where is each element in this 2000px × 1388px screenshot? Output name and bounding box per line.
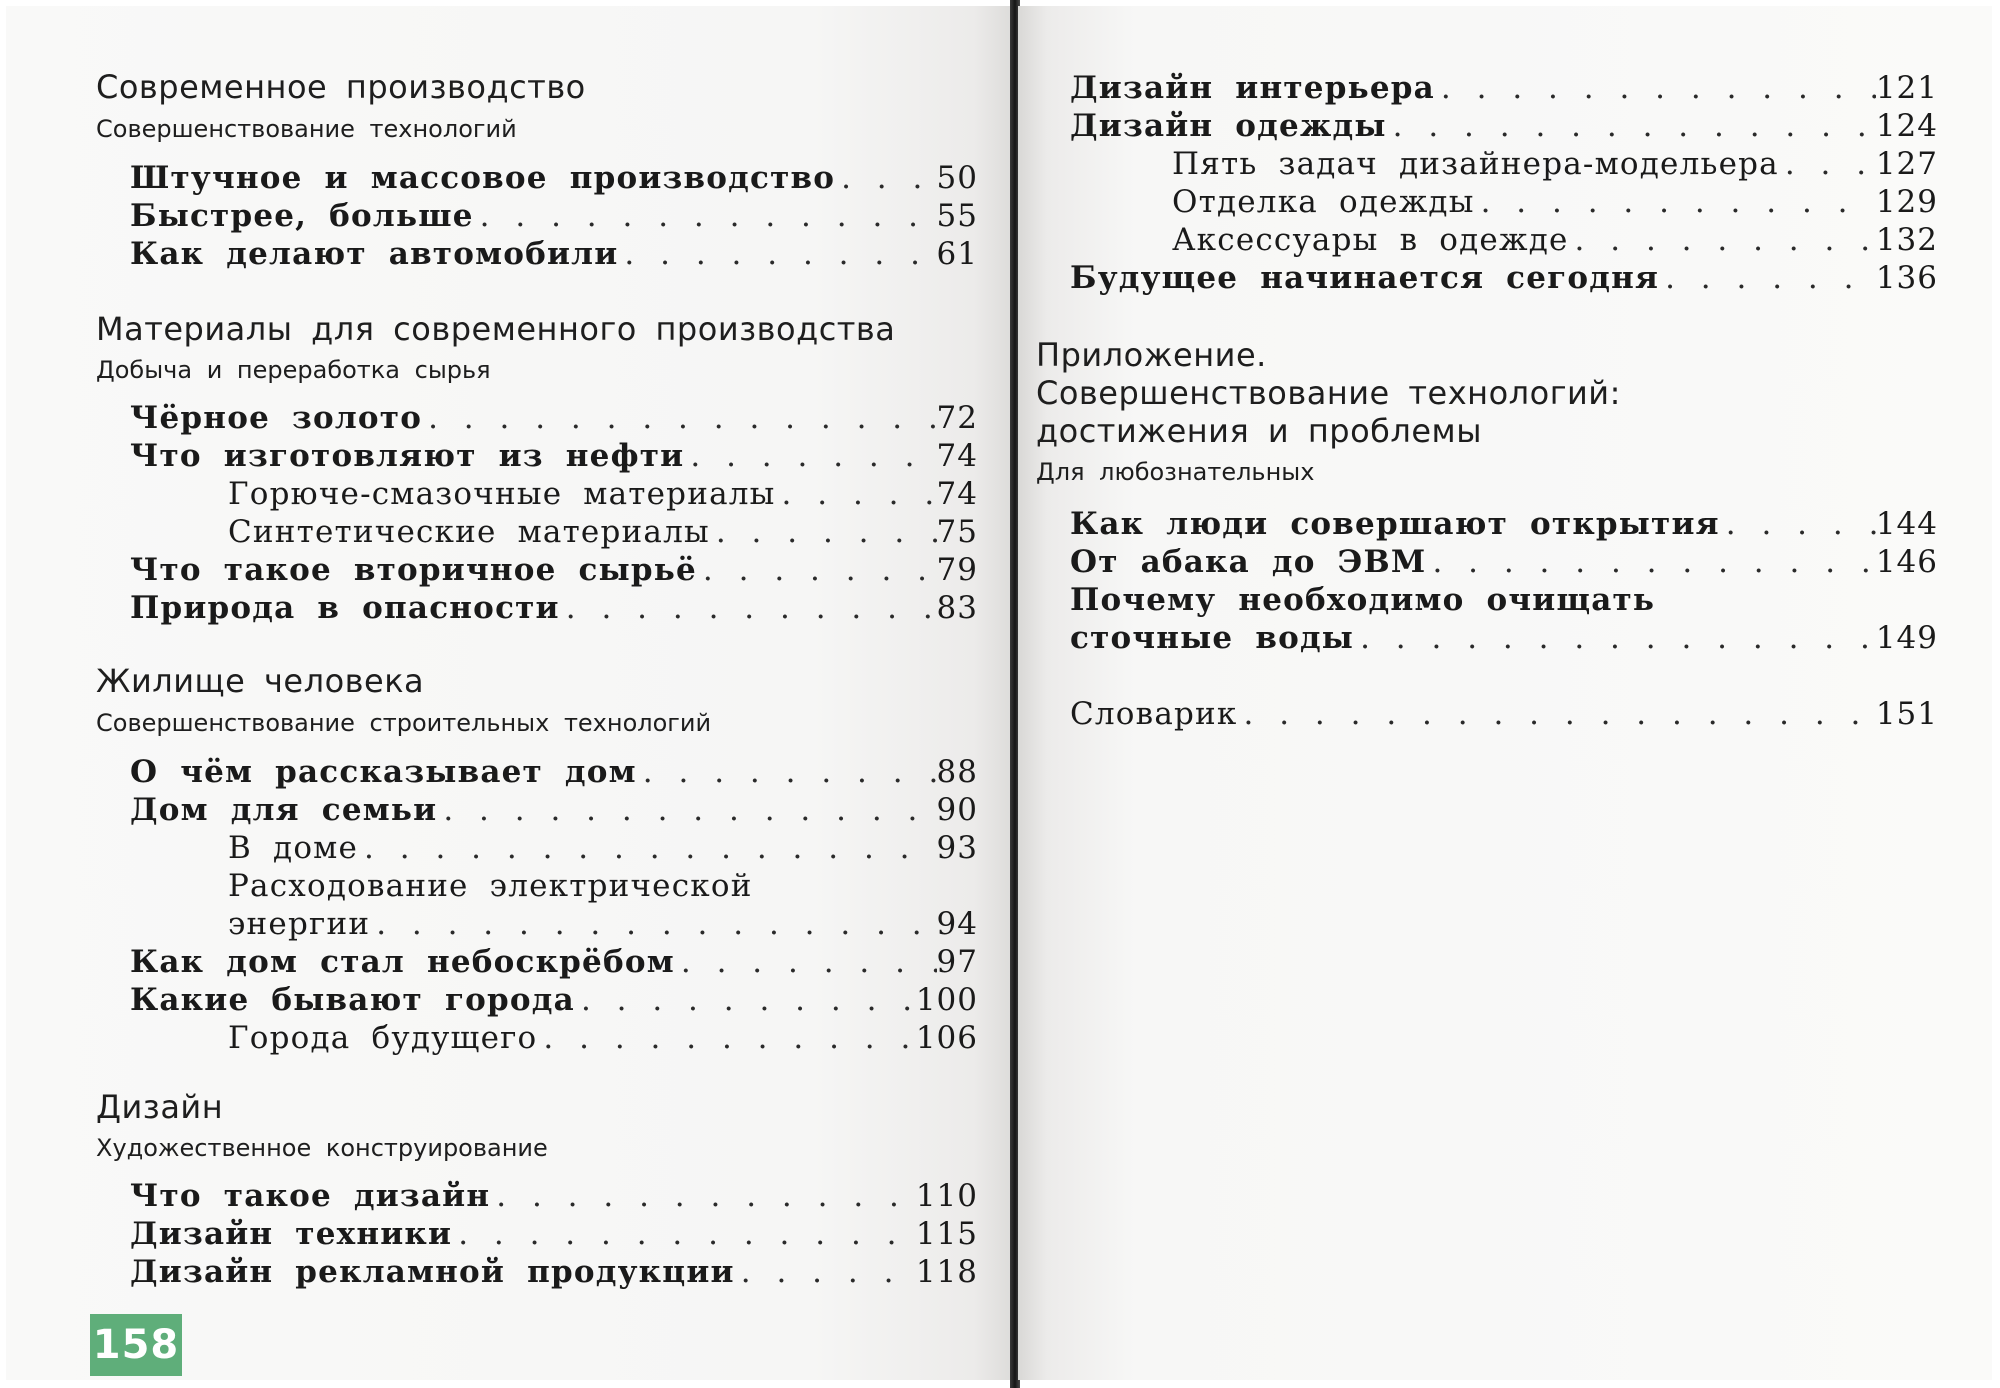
toc-entry-label: сточные воды [1070,620,1355,656]
toc-entry-page: 55 [936,198,978,234]
appendix-title-line: Совершенствование технологий: [1036,374,1621,412]
dot-leader [437,792,936,828]
toc-entry[interactable] [130,1178,978,1214]
toc-subentry[interactable] [228,830,978,866]
appendix-subtitle: Для любознательных [1036,458,1315,486]
toc-entry-page: 72 [936,400,978,436]
toc-entry-page: 149 [1875,620,1938,656]
dot-leader [710,514,937,550]
toc-entry-page: 79 [936,552,978,588]
section-subtitle: Совершенствование строительных технологий [96,709,712,737]
toc-entry-label: Горюче-смазочные материалы [228,476,776,512]
toc-entry-page: 118 [915,1254,978,1290]
toc-entry[interactable] [130,754,978,790]
toc-entry[interactable] [130,590,978,626]
section-title: Современное производство [96,68,586,106]
toc-subentry[interactable] [1172,146,1938,182]
dot-leader [735,1254,916,1290]
toc-subentry[interactable] [1172,222,1938,258]
toc-entry-label: Что такое дизайн [130,1178,491,1214]
toc-entry-label: Синтетические материалы [228,514,710,550]
toc-entry-page: 136 [1875,260,1938,296]
dot-leader [1354,620,1876,656]
dot-leader [835,160,936,196]
dot-leader [1435,70,1876,106]
dot-leader [1779,146,1876,182]
section-title: Жилище человека [96,662,425,700]
toc-entry-label: Как делают автомобили [130,236,619,272]
toc-entry[interactable] [130,160,978,196]
toc-entry-label: В доме [228,830,359,866]
appendix-title-line: Приложение. [1036,336,1267,374]
toc-entry[interactable] [130,1216,978,1252]
dot-leader [1387,108,1876,144]
toc-entry-page: 146 [1875,544,1938,580]
toc-entry-label: энергии [228,906,371,942]
dot-leader [358,830,937,866]
toc-entry-label: О чём рассказывает дом [130,754,637,790]
toc-entry-label: Дизайн интерьера [1070,70,1435,106]
section-title: Материалы для современного производства [96,310,896,348]
toc-entry[interactable] [130,944,978,980]
toc-entry[interactable] [1070,506,1938,542]
dot-leader [474,198,937,234]
toc-entry-page: 100 [915,982,978,1018]
toc-entry-page: 127 [1875,146,1938,182]
dot-leader [452,1216,916,1252]
dot-leader [675,944,937,980]
right-page [1018,6,1992,1380]
section-subtitle: Добыча и переработка сырья [96,356,491,384]
toc-entry-label: Как люди совершают открытия [1070,506,1720,542]
toc-entry-page: 144 [1875,506,1938,542]
toc-entry-page: 106 [915,1020,978,1056]
toc-entry[interactable] [130,198,978,234]
appendix-title-line: достижения и проблемы [1036,412,1482,450]
section-subtitle: Совершенствование технологий [96,115,517,143]
toc-subentry[interactable] [1172,184,1938,220]
toc-entry[interactable] [130,982,978,1018]
toc-entry[interactable] [1070,70,1938,106]
toc-subentry[interactable] [228,1020,978,1056]
toc-entry-page: 121 [1875,70,1938,106]
toc-entry-label: Быстрее, больше [130,198,474,234]
section-title: Дизайн [96,1088,224,1126]
toc-entry-page: 90 [936,792,978,828]
toc-entry-label: Что такое вторичное сырьё [130,552,697,588]
toc-subentry[interactable] [228,906,978,942]
toc-entry-line: Почему необходимо очищать [1070,582,1656,618]
dot-leader [776,476,937,512]
section-subtitle: Художественное конструирование [96,1134,548,1162]
toc-entry[interactable] [1070,260,1938,296]
dot-leader [637,754,937,790]
dot-leader [370,906,936,942]
toc-entry-page: 132 [1875,222,1938,258]
dot-leader [490,1178,916,1214]
toc-entry-page: 61 [936,236,978,272]
toc-entry[interactable] [1070,620,1938,656]
toc-entry-page: 75 [936,514,978,550]
toc-entry[interactable] [130,552,978,588]
toc-entry-label: Словарик [1070,696,1238,732]
toc-entry[interactable] [130,1254,978,1290]
toc-entry-page: 129 [1875,184,1938,220]
dot-leader [1720,506,1876,542]
dot-leader [1426,544,1875,580]
toc-entry[interactable] [130,400,978,436]
dot-leader [1475,184,1876,220]
toc-entry-page: 97 [936,944,978,980]
toc-entry-label: Отделка одежды [1172,184,1475,220]
toc-entry-label: Как дом стал небоскрёбом [130,944,675,980]
toc-entry[interactable] [130,438,978,474]
dot-leader [618,236,936,272]
toc-entry-page: 50 [936,160,978,196]
toc-subentry[interactable] [228,514,978,550]
dot-leader [560,590,937,626]
toc-entry-label: Аксессуары в одежде [1172,222,1569,258]
toc-entry-page: 110 [915,1178,978,1214]
toc-entry-page: 88 [936,754,978,790]
dot-leader [422,400,936,436]
toc-entry-page: 124 [1875,108,1938,144]
dot-leader [697,552,937,588]
toc-entry-label: Дизайн рекламной продукции [130,1254,735,1290]
toc-entry-page: 74 [936,438,978,474]
toc-entry-label: Дизайн одежды [1070,108,1387,144]
dot-leader [1659,260,1876,296]
toc-entry[interactable] [1070,544,1938,580]
toc-entry-page: 74 [936,476,978,512]
toc-entry[interactable] [130,792,978,828]
toc-entry-page: 94 [936,906,978,942]
toc-entry-label: Дизайн техники [130,1216,453,1252]
toc-entry-label: Пять задач дизайнера-модельера [1172,146,1779,182]
dot-leader [1238,696,1876,732]
toc-entry-page: 93 [936,830,978,866]
toc-entry-label: Чёрное золото [130,400,423,436]
toc-entry[interactable] [1070,108,1938,144]
page-number-badge: 158 [90,1314,182,1376]
toc-entry-page: 151 [1875,696,1938,732]
dot-leader [1569,222,1876,258]
toc-entry-label: Города будущего [228,1020,538,1056]
left-page [6,6,1014,1380]
dot-leader [575,982,916,1018]
toc-entry-label: Штучное и массовое производство [130,160,836,196]
dot-leader [684,438,936,474]
toc-entry-label: Будущее начинается сегодня [1070,260,1660,296]
toc-entry-page: 115 [915,1216,978,1252]
toc-entry-page: 83 [936,590,978,626]
toc-entry-label: Дом для семьи [130,792,438,828]
toc-subentry-line: Расходование электрической [228,868,753,904]
toc-entry-label: Какие бывают города [130,982,575,1018]
toc-entry-label: От абака до ЭВМ [1070,544,1427,580]
toc-subentry[interactable] [228,476,978,512]
toc-entry-label: Что изготовляют из нефти [130,438,685,474]
glossary-entry[interactable] [1070,696,1938,732]
toc-entry[interactable] [130,236,978,272]
dot-leader [537,1020,915,1056]
toc-entry-label: Природа в опасности [130,590,560,626]
